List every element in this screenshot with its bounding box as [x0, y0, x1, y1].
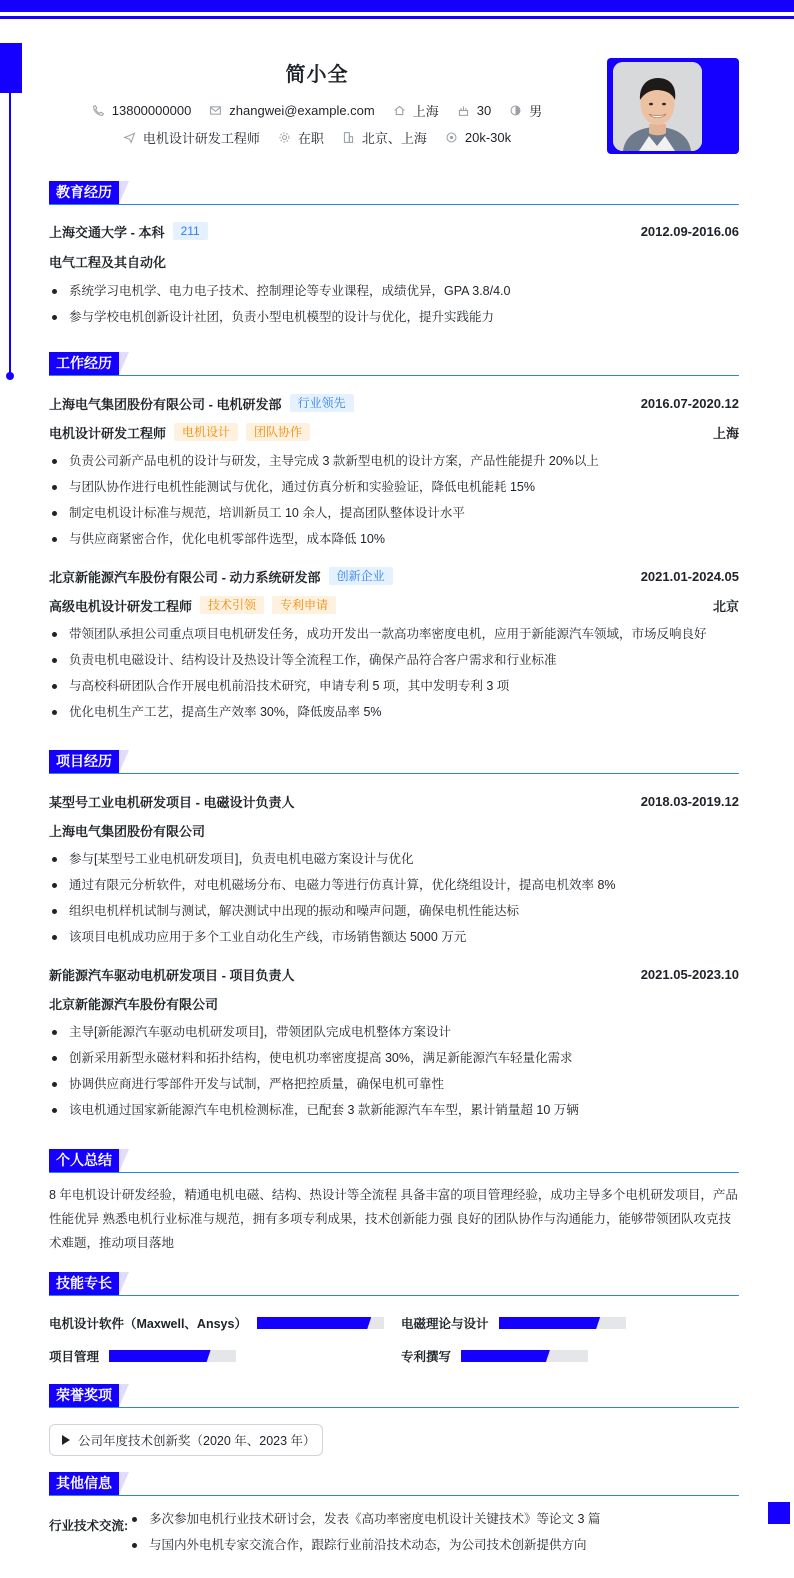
- list-item: 优化电机生产工艺，提高生产效率 30%，降低废品率 5%: [49, 699, 739, 725]
- role-row: [49, 422, 739, 442]
- role-tag: 专利申请: [272, 596, 336, 614]
- position-info: [123, 128, 260, 147]
- send-icon: [123, 131, 136, 144]
- project-org: 北京新能源汽车股份有限公司: [49, 996, 219, 1012]
- projects-section: [49, 750, 739, 1123]
- skill-bar-fill: [109, 1350, 211, 1362]
- other-title: 其他信息: [49, 1472, 119, 1495]
- salary-info: [445, 130, 511, 145]
- awards-header: [49, 1384, 739, 1408]
- project-bullets: [49, 846, 739, 950]
- list-item: 制定电机设计标准与规范，培训新员工 10 余人，提高团队整体设计水平: [49, 500, 739, 526]
- other-header: [49, 1472, 739, 1496]
- major-name: 电气工程及其自动化: [49, 254, 167, 270]
- skill-name: 电磁理论与设计: [401, 1317, 489, 1331]
- role-name: 电机设计研发工程师: [49, 425, 167, 441]
- role-name: 高级电机设计研发工程师: [49, 598, 193, 614]
- school-name: 上海交通大学 - 本科: [49, 224, 165, 240]
- salary-text: 20k-30k: [464, 130, 512, 145]
- gear-icon: [278, 131, 291, 144]
- work-location: 上海: [712, 425, 739, 441]
- job-intent-row: [0, 128, 634, 147]
- list-item: 创新采用新型永磁材料和拓扑结构，使电机功率密度提高 30%，满足新能源汽车轻量化需求: [49, 1045, 739, 1071]
- skill-item: [49, 1347, 236, 1365]
- work-section: [49, 352, 739, 725]
- summary-header: [49, 1149, 739, 1173]
- caret-right-icon: [62, 1435, 70, 1445]
- phone-icon: [92, 104, 105, 117]
- project-period: 2021.05-2023.10: [640, 966, 739, 982]
- work-period: 2021.01-2024.05: [640, 568, 739, 584]
- contact-row: [0, 101, 634, 120]
- building-icon: [342, 131, 355, 144]
- role-tag: 团队协作: [246, 423, 310, 441]
- awards-title: 荣誉奖项: [49, 1384, 119, 1407]
- education-bullets: [49, 278, 739, 330]
- list-item: 多次参加电机行业技术研讨会，发表《高功率密度电机设计关键技术》等论文 3 篇: [129, 1506, 739, 1532]
- project-period: 2018.03-2019.12: [640, 793, 739, 809]
- list-item: 组织电机样机试制与测试，解决测试中出现的振动和噪声问题，确保电机性能达标: [49, 898, 739, 924]
- project-entry: [49, 791, 739, 811]
- skill-bar: [461, 1350, 588, 1362]
- work-entry: [49, 566, 739, 586]
- education-header: [49, 181, 739, 205]
- list-item: 该电机通过国家新能源汽车电机检测标准，已配套 3 款新能源汽车车型，累计销量超 10 万辆: [49, 1097, 739, 1123]
- skill-item: [401, 1347, 588, 1365]
- target-city-info: [342, 128, 427, 147]
- project-bullets: [49, 1019, 739, 1123]
- email-info: [209, 103, 374, 118]
- role-tag: 电机设计: [174, 423, 238, 441]
- project-entry: [49, 964, 739, 984]
- city-text: 上海: [412, 104, 439, 119]
- work-period: 2016.07-2020.12: [640, 395, 739, 411]
- project-org-row: [49, 993, 739, 1013]
- home-icon: [393, 104, 406, 117]
- education-entry: [49, 221, 739, 241]
- skills-header: [49, 1272, 739, 1296]
- education-section: [49, 181, 739, 330]
- work-location: 北京: [712, 598, 739, 614]
- gender-info: [509, 101, 542, 120]
- skill-item: [401, 1314, 626, 1332]
- list-item: 参与[某型号工业电机研发项目]，负责电机电磁方案设计与优化: [49, 846, 739, 872]
- list-item: 该项目电机成功应用于多个工业自动化生产线，市场销售额达 5000 万元: [49, 924, 739, 950]
- list-item: 带领团队承担公司重点项目电机研发任务，成功开发出一款高功率密度电机，应用于新能源汽车领域，市场反响良好: [49, 621, 739, 647]
- status-info: [278, 128, 324, 147]
- award-item[interactable]: [49, 1424, 323, 1456]
- skills-section: [49, 1272, 739, 1364]
- company-tag: 创新企业: [329, 567, 393, 585]
- other-label: 行业技术交流:: [49, 1519, 129, 1533]
- list-item: 与国内外电机专家交流合作，跟踪行业前沿技术动态，为公司技术创新提供方向: [129, 1532, 739, 1558]
- work-entry: [49, 393, 739, 413]
- project-org: 上海电气集团股份有限公司: [49, 823, 206, 839]
- top-accent-line: [0, 16, 794, 19]
- education-period: 2012.09-2016.06: [640, 223, 739, 239]
- projects-header: [49, 750, 739, 774]
- phone-info: [92, 103, 192, 118]
- gender-text: 男: [529, 104, 543, 119]
- work-bullets: [49, 621, 739, 725]
- target-city-text: 北京、上海: [361, 131, 427, 146]
- top-accent-bar: [0, 0, 794, 12]
- position-text: 电机设计研发工程师: [142, 131, 260, 146]
- education-title: 教育经历: [49, 181, 119, 204]
- list-item: 协调供应商进行零部件开发与试制，严格把控质量，确保电机可靠性: [49, 1071, 739, 1097]
- corner-accent-block: [768, 1502, 790, 1524]
- coin-icon: [445, 131, 458, 144]
- work-title: 工作经历: [49, 352, 119, 375]
- mail-icon: [209, 104, 222, 117]
- phone-text: 13800000000: [111, 103, 192, 118]
- city-info: [393, 101, 439, 120]
- other-bullets: [129, 1506, 739, 1558]
- skill-name: 项目管理: [49, 1350, 100, 1364]
- role-tag: 技术引领: [200, 596, 264, 614]
- gender-icon: [509, 104, 522, 117]
- work-header: [49, 352, 739, 376]
- list-item: 与团队协作进行电机性能测试与优化，通过仿真分析和实验验证，降低电机能耗 15%: [49, 474, 739, 500]
- other-section: [49, 1472, 739, 1552]
- skill-bar: [499, 1317, 626, 1329]
- status-text: 在职: [297, 131, 324, 146]
- school-tag: 211: [173, 222, 208, 240]
- skill-bar: [109, 1350, 236, 1362]
- skill-bar: [257, 1317, 384, 1329]
- awards-section: [49, 1384, 739, 1448]
- age-text: 30: [476, 103, 492, 118]
- projects-title: 项目经历: [49, 750, 119, 773]
- company-tag: 行业领先: [290, 394, 354, 412]
- email-text: zhangwei@example.com: [229, 103, 375, 118]
- summary-title: 个人总结: [49, 1149, 119, 1172]
- role-row: [49, 595, 739, 615]
- list-item: 通过有限元分析软件，对电机磁场分布、电磁力等进行仿真计算，优化绕组设计，提高电机效率 8%: [49, 872, 739, 898]
- skills-title: 技能专长: [49, 1272, 119, 1295]
- list-item: 系统学习电机学、电力电子技术、控制理论等专业课程，成绩优异，GPA 3.8/4.0: [49, 278, 739, 304]
- skill-bar-fill: [461, 1350, 550, 1362]
- list-item: 主导[新能源汽车驱动电机研发项目]，带领团队完成电机整体方案设计: [49, 1019, 739, 1045]
- list-item: 与供应商紧密合作，优化电机零部件选型，成本降低 10%: [49, 526, 739, 552]
- work-bullets: [49, 448, 739, 552]
- summary-text: 8 年电机设计研发经验，精通电机电磁、结构、热设计等全流程 具备丰富的项目管理经验，成功主导多个电机研发项目，产品性能优异 熟悉电机行业标准与规范，拥有多项专利成果，技术创新能力强 良好的团队协作与沟通能力，能够带领团队攻克技术难题，推动项目落地: [49, 1188, 738, 1250]
- list-item: 负责公司新产品电机的设计与研发，主导完成 3 款新型电机的设计方案，产品性能提升 20%以上: [49, 448, 739, 474]
- skill-name: 专利撰写: [401, 1350, 452, 1364]
- project-org-row: [49, 820, 739, 840]
- cake-icon: [457, 104, 470, 117]
- skill-bar-fill: [257, 1317, 371, 1329]
- project-name: 某型号工业电机研发项目 - 电磁设计负责人: [49, 794, 295, 810]
- avatar: [613, 62, 702, 151]
- list-item: 与高校科研团队合作开展电机前沿技术研究，申请专利 5 项，其中发明专利 3 项: [49, 673, 739, 699]
- side-accent-dot: [6, 372, 14, 380]
- summary-section: [49, 1149, 739, 1255]
- list-item: 负责电机电磁设计、结构设计及热设计等全流程工作，确保产品符合客户需求和行业标准: [49, 647, 739, 673]
- company-name: 北京新能源汽车股份有限公司 - 动力系统研发部: [49, 569, 321, 585]
- skill-item: [49, 1314, 384, 1332]
- skill-name: 电机设计软件（Maxwell、Ansys）: [49, 1317, 247, 1331]
- candidate-name: 简小全: [285, 64, 349, 86]
- company-name: 上海电气集团股份有限公司 - 电机研发部: [49, 396, 282, 412]
- award-text: 公司年度技术创新奖（2020 年、2023 年）: [78, 1434, 316, 1448]
- skill-bar-fill: [499, 1317, 601, 1329]
- major-row: [49, 251, 739, 271]
- project-name: 新能源汽车驱动电机研发项目 - 项目负责人: [49, 967, 295, 983]
- age-info: [457, 103, 491, 118]
- list-item: 参与学校电机创新设计社团，负责小型电机模型的设计与优化，提升实践能力: [49, 304, 739, 330]
